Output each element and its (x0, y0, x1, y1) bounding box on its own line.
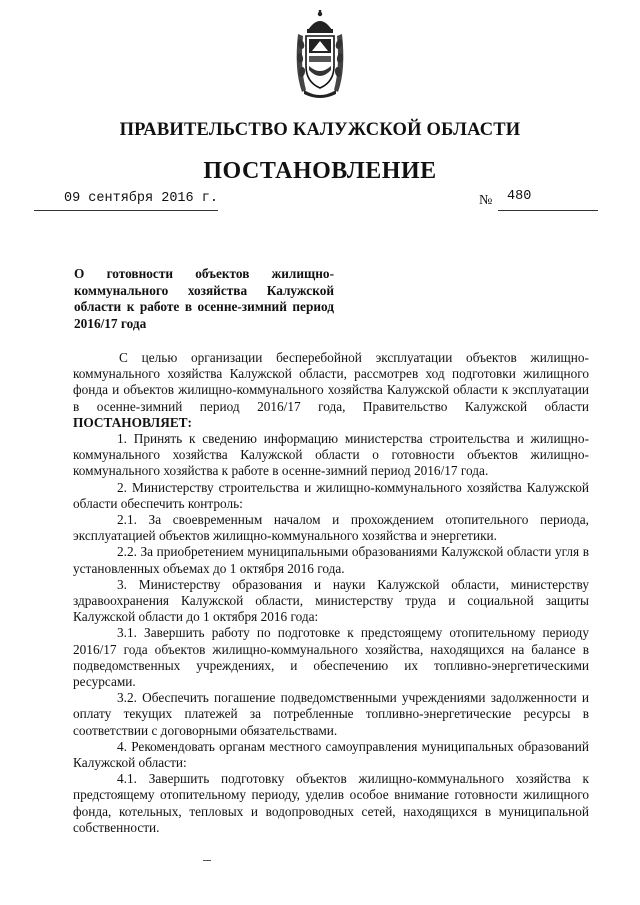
coat-of-arms-icon (292, 10, 348, 102)
number-field (498, 190, 598, 211)
government-title: ПРАВИТЕЛЬСТВО КАЛУЖСКОЙ ОБЛАСТИ (119, 120, 521, 140)
document-number: 480 (507, 189, 532, 204)
item-4-1: 4.1. Завершить подготовку объектов жилищно-коммунального хозяйства к предстоящему отопительному периоду, уделив особое внимание готовности жилищного фонда, котельных, тепловых и водопроводных сетей, находящихся в муниципальной собственности. (73, 771, 589, 835)
item-2: 2. Министерству строительства и жилищно-коммунального хозяйства Калужской области обеспечить контроль: (73, 479, 589, 511)
item-3: 3. Министерству образования и науки Калужской области, министерству здравоохранения Калужской области, министерству труда и социальной защиты Калужской области до 1 октября 2016 года: (73, 576, 589, 625)
date-field (34, 190, 218, 211)
document-type: ПОСТАНОВЛЕНИЕ (203, 158, 437, 184)
document-date: 09 сентября 2016 г. (64, 191, 218, 206)
number-label: № (479, 193, 493, 208)
item-4: 4. Рекомендовать органам местного самоуправления муниципальных образований Калужской области: (73, 738, 589, 771)
item-2-1: 2.1. За своевременным началом и прохождением отопительного периода, эксплуатацией объектов жилищно-коммунального хозяйства и энергетики. (73, 512, 589, 544)
intro-text: С целью организации бесперебойной эксплуатации объектов жилищно-коммунального хозяйства Калужской области, рассмотрев ход подготовки жилищного фонда и объектов жилищно-коммунального хозяйства Калужской области к эксплуатации в осенне-зимний период 2016/17 года, Правительство Калужской области (73, 350, 589, 414)
item-3-1: 3.1. Завершить работу по подготовке к предстоящему отопительному периоду 2016/17 года объектов жилищно-коммунального хозяйства, находящихся на балансе в подведомственных учреждениях, и обеспечению их топливно-энергетическими ресурсами. (73, 625, 589, 690)
document-subject: О готовности объектов жилищно-коммунального хозяйства Калужской области к работе в осенне-зимний период 2016/17 года (74, 266, 334, 331)
item-2-2: 2.2. За приобретением муниципальными образованиями Калужской области угля в установленных объемах до 1 октября 2016 года. (73, 544, 589, 576)
item-1: 1. Принять к сведению информацию министерства строительства и жилищно-коммунального хозяйства Калужской области о готовности объектов жилищно-коммунального хозяйства к работе в осенне-зимний период 2016/17 года. (73, 431, 589, 479)
document-body (73, 350, 589, 836)
decree-word: ПОСТАНОВЛЯЕТ: (73, 414, 192, 430)
scan-mark (203, 860, 211, 861)
intro-paragraph (73, 350, 589, 431)
item-3-2: 3.2. Обеспечить погашение подведомственными учреждениями задолженности и оплату текущих платежей за потребленные топливно-энергетические ресурсы в соответствии с договорными обязательствами. (73, 690, 589, 738)
